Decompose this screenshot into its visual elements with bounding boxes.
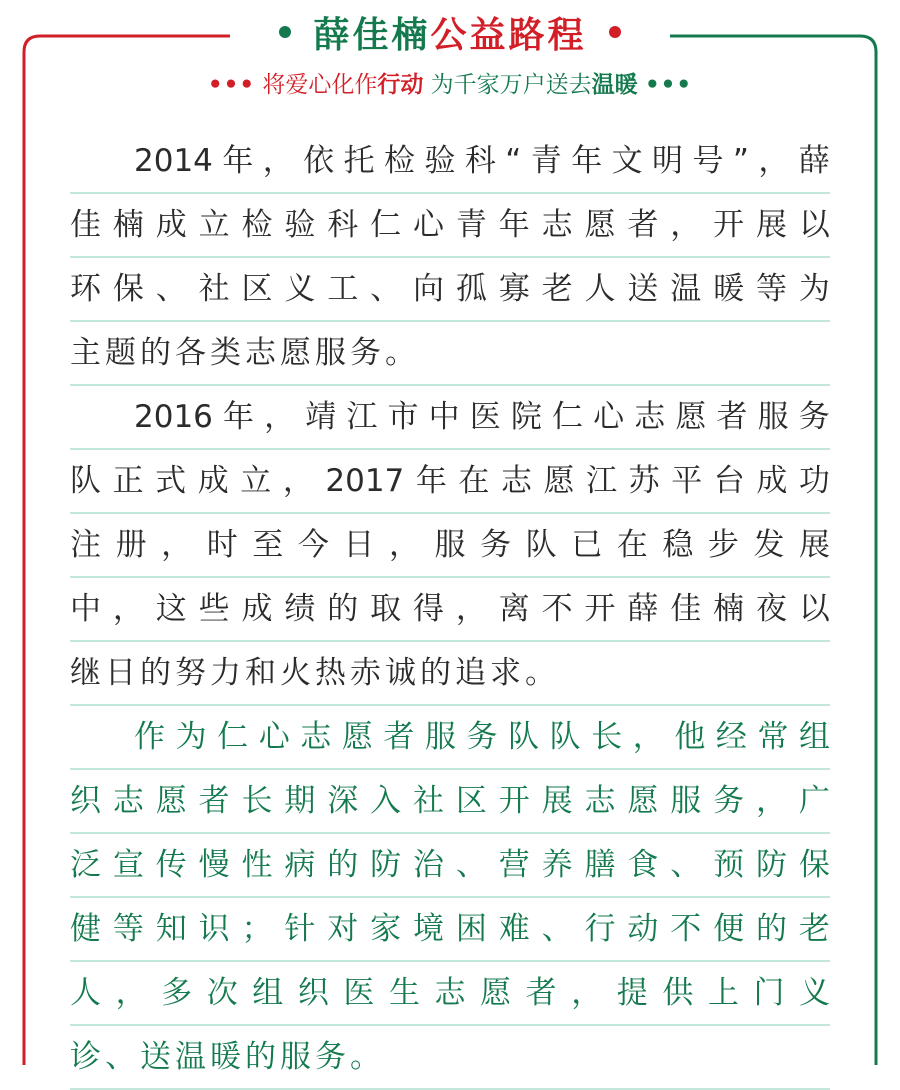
subtitle-part-4: 温暖: [591, 72, 638, 98]
subtitle-part-3: 为千家万户送去: [423, 72, 592, 98]
text-line: 作 为 仁 心 志 愿 者 服 务 队 队 长 ， 他 经 常 组: [70, 706, 830, 770]
text-line: 注 册 ， 时 至 今 日 ， 服 务 队 已 在 稳 步 发 展: [70, 514, 830, 578]
text-line: 诊 、 送 温 暖 的 服 务 。: [70, 1026, 830, 1090]
text-line: 2016 年 ， 靖 江 市 中 医 院 仁 心 志 愿 者 服 务: [70, 386, 830, 450]
text-line: 泛 宣 传 慢 性 病 的 防 治 、 营 养 膳 食 、 预 防 保: [70, 834, 830, 898]
text-line: 继 日 的 努 力 和 火 热 赤 诚 的 追 求 。: [70, 642, 830, 706]
text-line: 佳 楠 成 立 检 验 科 仁 心 青 年 志 愿 者 ， 开 展 以: [70, 194, 830, 258]
text-line: 环 保 、 社 区 义 工 、 向 孤 寡 老 人 送 温 暖 等 为: [70, 258, 830, 322]
text-line: 主 题 的 各 类 志 愿 服 务 。: [70, 322, 830, 386]
text-line: 队 正 式 成 立 ， 2017 年 在 志 愿 江 苏 平 台 成 功: [70, 450, 830, 514]
text-line: 2014 年 ， 依 托 检 验 科 “ 青 年 文 明 号 ” ， 薛: [70, 130, 830, 194]
header: [0, 6, 900, 58]
text-line: 健 等 知 识 ； 针 对 家 境 困 难 、 行 动 不 便 的 老: [70, 898, 830, 962]
text-line: 人 ， 多 次 组 织 医 生 志 愿 者 ， 提 供 上 门 义: [70, 962, 830, 1026]
green-dot-icon: [279, 26, 291, 38]
article-body: [70, 130, 830, 1090]
subtitle: [0, 66, 900, 99]
page-title: [313, 7, 586, 58]
title-topic: 公益路程: [430, 14, 587, 56]
text-line: 织 志 愿 者 长 期 深 入 社 区 开 展 志 愿 服 务 ， 广: [70, 770, 830, 834]
subtitle-part-2: 行动: [377, 72, 424, 98]
text-line: 中 ， 这 些 成 绩 的 取 得 ， 离 不 开 薛 佳 楠 夜 以: [70, 578, 830, 642]
subtitle-dots-left: •••: [207, 72, 256, 98]
title-block: [261, 7, 638, 58]
subtitle-dots-right: •••: [644, 72, 693, 98]
subtitle-part-1: 将爱心化作: [262, 72, 378, 98]
title-name: 薛佳楠: [313, 14, 431, 56]
red-dot-icon: [609, 26, 621, 38]
